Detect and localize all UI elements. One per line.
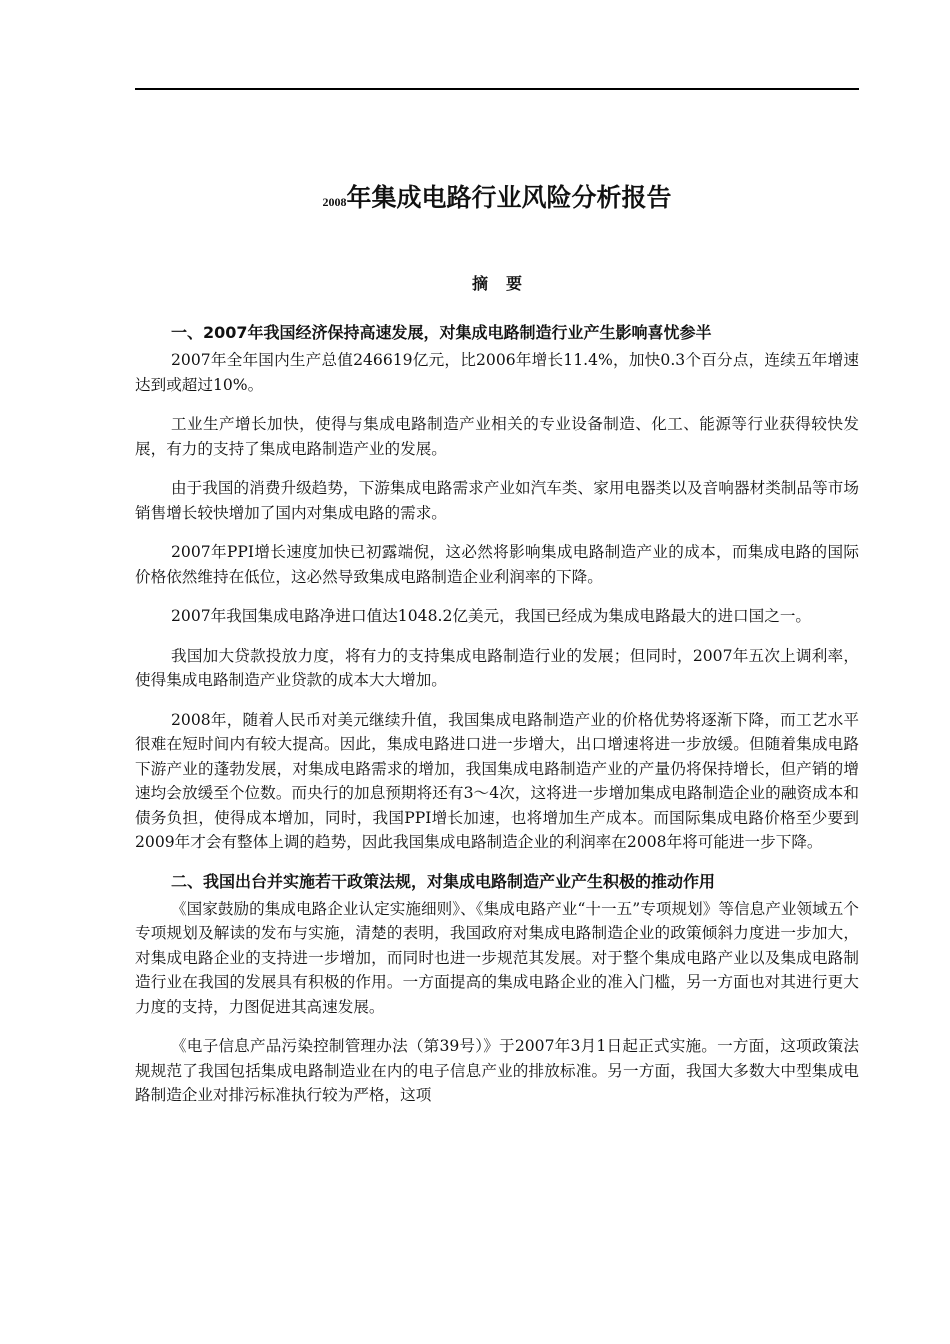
paragraph: 《电子信息产品污染控制管理办法（第39号）》于2007年3月1日起正式实施。一方面，这项政策法规规范了我国包括集成电路制造业在内的电子信息产业的排放标准。另一方面，我国大多数大中型集成电路制造企业对排污标准执行较为严格，这项 xyxy=(135,1037,859,1104)
header-rule xyxy=(135,88,859,90)
document-body xyxy=(135,320,859,1123)
paragraph: 我国加大贷款投放力度，将有力的支持集成电路制造行业的发展；但同时，2007年五次上调利率，使得集成电路制造产业贷款的成本大大增加。 xyxy=(135,646,859,689)
paragraph: 由于我国的消费升级趋势，下游集成电路需求产业如汽车类、家用电器类以及音响器材类制品等市场销售增长较快增加了国内对集成电路的需求。 xyxy=(135,479,859,522)
document-title-text: 年集成电路行业风险分析报告 xyxy=(346,183,672,212)
paragraph: 《国家鼓励的集成电路企业认定实施细则》、《集成电路产业“十一五”专项规划》等信息产业领域五个专项规划及解读的发布与实施，清楚的表明，我国政府对集成电路制造企业的政策倾斜力度进一步加大，对集成电路企业的支持进一步增加，而同时也进一步规范其发展。对于整个集成电路产业以及集成电路制造行业在我国的发展具有积极的作用。一方面提高的集成电路企业的准入门槛，另一方面也对其进行更大力度的支持，力图促进其高速发展。 xyxy=(135,899,859,1016)
paragraph: 2007年我国集成电路净进口值达1048.2亿美元，我国已经成为集成电路最大的进口国之一。 xyxy=(171,607,812,625)
section-heading-1: 一、2007年我国经济保持高速发展，对集成电路制造行业产生影响喜忧参半 xyxy=(171,323,712,342)
paragraph: 2007年全年国内生产总值246619亿元，比2006年增长11.4%，加快0.3个百分点，连续五年增速达到或超过10%。 xyxy=(135,351,859,394)
paragraph: 工业生产增长加快，使得与集成电路制造产业相关的专业设备制造、化工、能源等行业获得较快发展，有力的支持了集成电路制造产业的发展。 xyxy=(135,415,859,458)
document-title-year: 2008 xyxy=(322,195,347,209)
paragraph: 2007年PPI增长速度加快已初露端倪，这必然将影响集成电路制造产业的成本，而集成电路的国际价格依然维持在低位，这必然导致集成电路制造企业利润率的下降。 xyxy=(135,543,859,586)
section-heading-2: 二、我国出台并实施若干政策法规，对集成电路制造产业产生积极的推动作用 xyxy=(171,871,716,891)
abstract-heading: 摘要 xyxy=(471,274,540,293)
document-title xyxy=(135,180,859,220)
paragraph: 2008年，随着人民币对美元继续升值，我国集成电路制造产业的价格优势将逐渐下降，而工艺水平很难在短时间内有较大提高。因此，集成电路进口进一步增大，出口增速将进一步放缓。但随着集成电路下游产业的蓬勃发展，对集成电路需求的增加，我国集成电路制造产业的产量仍将保持增长，但产销的增速均会放缓至个位数。而央行的加息预期将还有3～4次，这将进一步增加集成电路制造企业的融资成本和债务负担，使得成本增加，同时，我国PPI增长加速，也将增加生产成本。而国际集成电路价格至少要到2009年才会有整体上调的趋势，因此我国集成电路制造企业的利润率在2008年将可能进一步下降。 xyxy=(135,710,859,851)
